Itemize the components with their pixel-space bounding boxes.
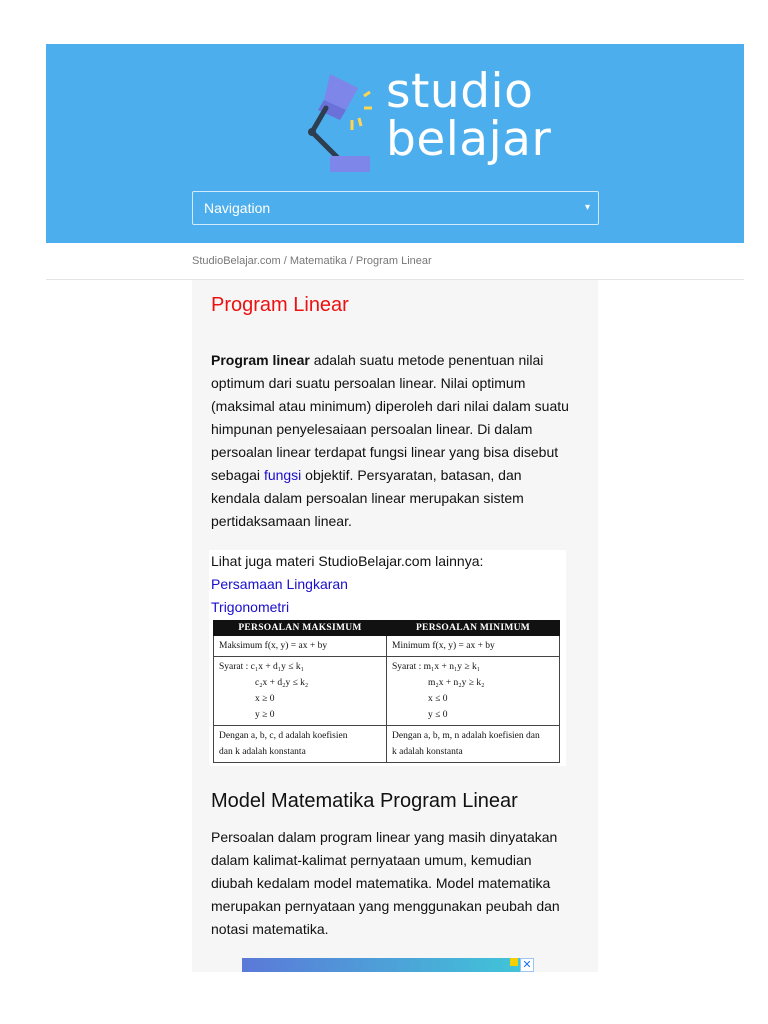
intro-text-1: adalah suatu metode penentuan nilai optimum dari suatu persoalan linear. Nilai optimum (maksimal atau minimum) diperoleh dari nilai dalam suatu himpunan penyelesaiaan persoalan linear. Di dalam persoalan linear terdapat fungsi linear yang bisa disebut sebagai <box>211 352 569 483</box>
breadcrumb[interactable]: StudioBelajar.com / Matematika / Program Linear <box>192 255 432 267</box>
navigation-label: Navigation <box>204 200 271 216</box>
close-icon[interactable]: ✕ <box>520 958 534 972</box>
fungsi-link[interactable]: fungsi <box>263 467 302 483</box>
table-cell-max-constraints <box>214 657 387 726</box>
max-constraint-2: c₂x + d₂y ≤ k₂ <box>255 678 309 688</box>
min-constraint-2: m₂x + n₂y ≥ k₂ <box>428 678 485 688</box>
section-title: Model Matematika Program Linear <box>211 790 518 812</box>
intro-paragraph <box>211 349 571 533</box>
article-content <box>192 280 598 972</box>
page-title: Program Linear <box>211 294 349 316</box>
max-note-2: dan k adalah konstanta <box>219 747 306 757</box>
related-intro: Lihat juga materi StudioBelajar.com lainnya: <box>211 553 484 569</box>
related-box <box>209 550 566 766</box>
table-cell-min-constraints <box>387 657 560 726</box>
min-constraint-4: y ≤ 0 <box>428 710 448 720</box>
table-cell-min-objective: Minimum f(x, y) = ax + by <box>387 636 560 657</box>
table-cell-min-note <box>387 726 560 763</box>
desk-lamp-icon <box>304 68 386 180</box>
related-link-persamaan-lingkaran[interactable]: Persamaan Lingkaran <box>211 576 348 592</box>
ad-banner[interactable] <box>242 958 534 972</box>
navigation-select[interactable] <box>192 191 599 225</box>
chevron-down-icon: ▾ <box>584 202 590 213</box>
ad-choices-icon[interactable] <box>510 958 518 966</box>
table-cell-max-note <box>214 726 387 763</box>
min-constraint-1: Syarat : m₁x + n₁y ≥ k₁ <box>392 662 481 672</box>
max-constraint-1: Syarat : c₁x + d₁y ≤ k₁ <box>219 662 304 672</box>
min-note-2: k adalah konstanta <box>392 747 463 757</box>
intro-text-2: objektif. Persyaratan, batasan, dan kendala dalam persoalan linear merupakan sistem pertidaksamaan linear. <box>211 467 524 529</box>
max-constraint-4: y ≥ 0 <box>255 710 275 720</box>
table-header-min: PERSOALAN MINIMUM <box>387 621 560 636</box>
min-constraint-3: x ≤ 0 <box>428 694 448 704</box>
related-link-trigonometri[interactable]: Trigonometri <box>211 599 290 615</box>
max-note-1: Dengan a, b, c, d adalah koefisien <box>219 731 348 741</box>
linear-program-table <box>213 620 560 763</box>
logo-text-belajar: belajar <box>386 112 552 167</box>
site-header <box>46 44 744 243</box>
section-paragraph: Persoalan dalam program linear yang masih dinyatakan dalam kalimat-kalimat pernyataan umum, kemudian diubah kedalam model matematika. Model matematika merupakan pernyataan yang menggunakan peubah dan notasi matematika. <box>211 829 560 937</box>
logo-text-studio: studio <box>386 64 534 119</box>
min-note-1: Dengan a, b, m, n adalah koefisien dan <box>392 731 540 741</box>
table-header-max: PERSOALAN MAKSIMUM <box>214 621 387 636</box>
max-constraint-3: x ≥ 0 <box>255 694 275 704</box>
site-logo[interactable] <box>304 64 584 188</box>
table-cell-max-objective: Maksimum f(x, y) = ax + by <box>214 636 387 657</box>
intro-bold: Program linear <box>211 352 310 368</box>
